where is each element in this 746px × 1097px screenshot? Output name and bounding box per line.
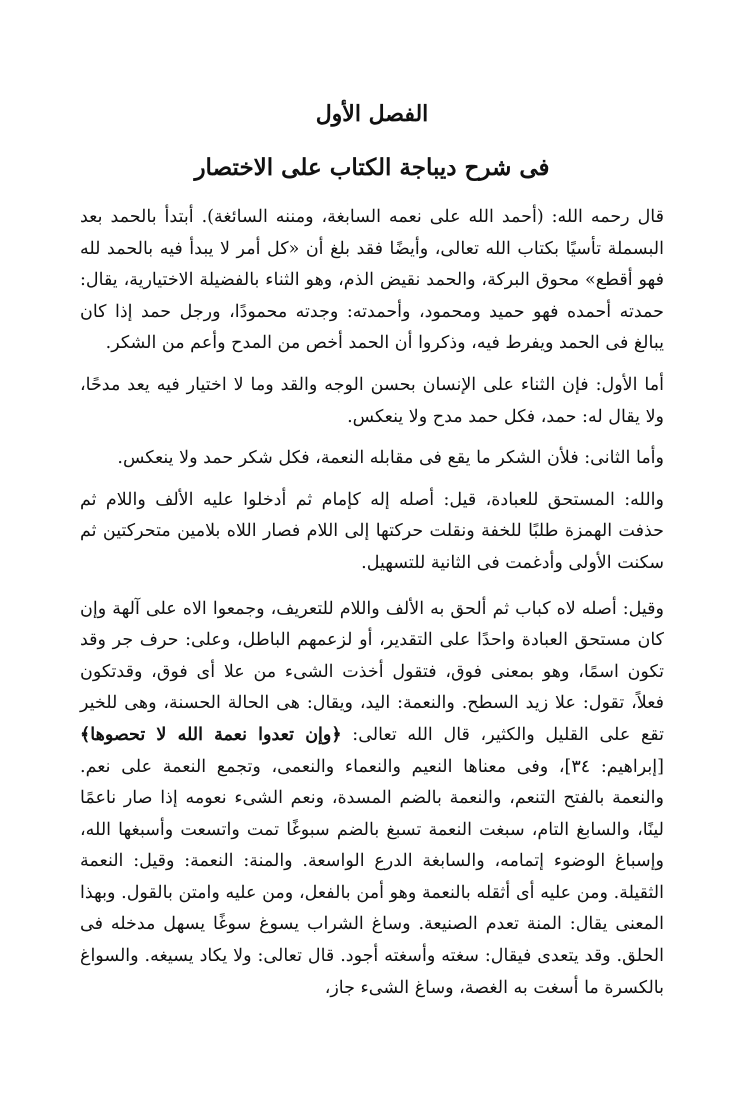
section-title: فى شرح ديباجة الكتاب على الاختصار <box>194 154 550 181</box>
chapter-title: الفصل الأول <box>315 101 429 127</box>
paragraph-lah-end: [إبراهيم: ٣٤]، وفى معناها النعيم والنعماء والنعمى، وتجمع النعمة على نعم. والنعمة بالفتح التنعم، والنعمة بالضم المسدة، ونعم الشىء نعومه إذا صار ناعمًا لينًا، والسابغ التام، سبغت النعمة تسبغ بالضم سبوغًا تمت واتسعت وأسبغها الله، وإسباغ الوضوء إتمامه، والسابغة الدرع الواسعة. والمنة: النعمة: وقيل: النعمة الثقيلة. ومن عليه أى أثقله بالنعمة وهو أمن بالفعل، ومن عليه وامتن بالقول. وبهذا المعنى يقال: المنة تعدم الصنيعة. وساغ الشراب يسوغ سوغًا يسهل مدخله فى الحلق. وقد يتعدى فيقال: سغته وأسغته أجود. قال تعالى: ولا يكاد يسيغه. والسواغ بالكسرة ما أسغت به الغصة، وساغ الشىء جاز، <box>80 756 664 998</box>
paragraph-second: وأما الثانى: فلأن الشكر ما يقع فى مقابله النعمة، فكل شكر حمد ولا ينعكس. <box>117 448 664 469</box>
paragraph-lah-start: وقيل: أصله لاه كباب ثم ألحق به الألف واللام للتعريف، وجمعوا الاه على آلهة وإن كان مستحق العبادة واحدًا على التقدير، أو لزعمهم الباطل، وعلى: حرف جر وقد تكون اسمًا، وهو بمعنى فوق، فتقول أخذت الشىء من علا أى فوق، وقدتكون فعلاً، تقول: علا زيد السطح. والنعمة: اليد، ويقال: هى الحالة الحسنة، وهى للخير تقع على القليل والكثير، قال الله تعالى: <box>80 598 664 745</box>
paragraph-lah <box>80 594 664 1005</box>
paragraph-first: أما الأول: فإن الثناء على الإنسان بحسن الوجه والقد وما لا اختيار فيه يعد مدحًا، ولا يقال له: حمد، فكل حمد مدح ولا ينعكس. <box>80 374 664 427</box>
paragraph-hamd: قال رحمه الله: (أحمد الله على نعمه السابغة، ومننه السائغة). أبتدأ بالحمد بعد البسملة تأسيًا بكتاب الله تعالى، وأيضًا فقد بلغ أن «كل أمر لا يبدأ فيه بالحمد لله فهو أقطع» محوق البركة، والحمد نقيض الذم، وهو الثناء بالفضيلة الاختيارية، يقال: حمدته أحمده فهو حميد ومحمود، وأحمدته: وجدته محمودًا، ورجل حمد إذا كان يبالغ فى الحمد ويفرط فيه، وذكروا أن الحمد أخص من المدح وأعم من الشكر. <box>80 207 664 354</box>
quran-verse: ﴿وإن تعدوا نعمة الله لا تحصوها﴾ <box>80 724 342 745</box>
paragraph-allah: والله: المستحق للعبادة، قيل: أصله إله كإمام ثم أدخلوا عليه الألف واللام ثم حذفت الهمزة طلبًا للخفة ونقلت حركتها إلى اللام فصار اللاه بلامين متحركتين ثم سكنت الأولى وأدغمت فى الثانية للتسهيل. <box>80 489 664 573</box>
